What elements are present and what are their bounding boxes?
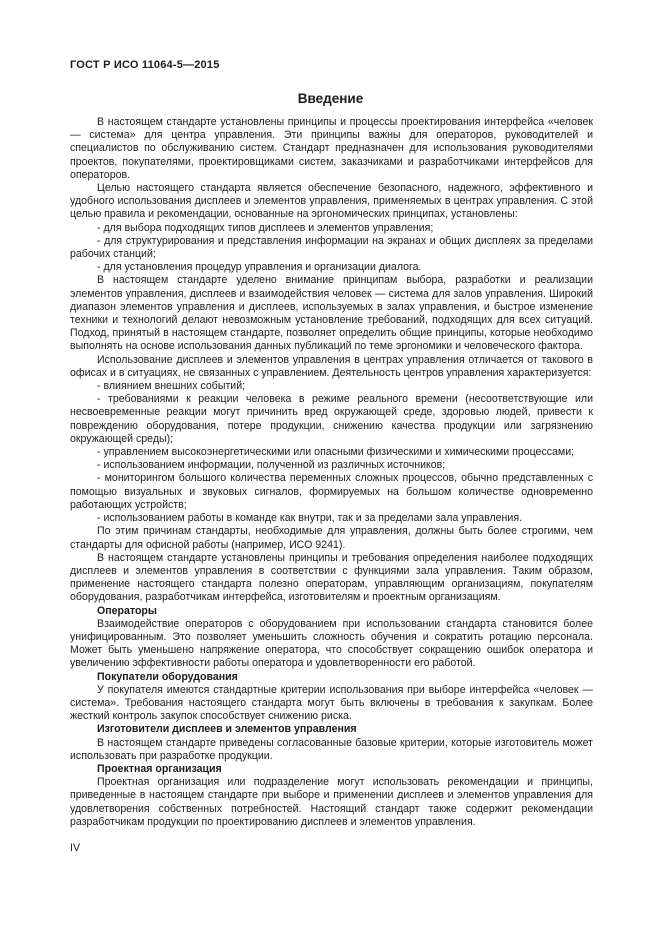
paragraph: У покупателя имеются стандартные критерии использования при выборе интерфейса «человек — система». Требования настоящего стандарта могут быть включены в требования к закупкам. Более жесткий контроль закупок способствует снижению риска. bbox=[70, 683, 593, 723]
paragraph: В настоящем стандарте установлены принципы и процессы проектирования интерфейса «человек — система» для центра управления. Эти принципы важны для операторов, руководителей и специалистов по обслуживанию систем. Стандарт предназначен для использования руководителями проектов, покупателями, проектировщиками систем, заказчиками и разработчиками интерфейсов для операторов. bbox=[70, 116, 593, 181]
subheading-manufacturers: Изготовители дисплеев и элементов управления bbox=[97, 723, 357, 736]
paragraph: В настоящем стандарте уделено внимание принципам выбора, разработки и реализации элементов управления, дисплеев и взаимодействия человек — система для залов управления. Широкий диапазон элементов управления и дисплеев, используемых в залах управления, и быстрое изменение техники и технологий делают невозможным установление требований, подходящих для всех ситуаций. Подход, принятый в настоящем стандарте, позволяет определить общие принципы, которые необходимо выполнять на основе использования данных публикаций по теме эргономики и человеческого фактора. bbox=[70, 274, 593, 353]
paragraph: В настоящем стандарте приведены согласованные базовые критерии, которые изготовитель может использовать при разработке продукции. bbox=[70, 736, 593, 762]
list-item: - управлением высокоэнергетическими или опасными физическими и химическими процессами; bbox=[97, 446, 575, 459]
paragraph: По этим причинам стандарты, необходимые для управления, должны быть более строгими, чем стандарты для офисной работы (например, ИСО 9241). bbox=[70, 525, 593, 551]
list-item: - использованием информации, полученной из различных источников; bbox=[97, 459, 446, 472]
document-code: ГОСТ Р ИСО 11064-5—2015 bbox=[70, 59, 220, 71]
paragraph: Взаимодействие операторов с оборудованием при использовании стандарта становится более унифицированным. Это позволяет уменьшить сложность обучения и сократить ротацию персонала. Может быть уменьшено напряжение оператора, что способствует сокращению ошибок оператора и увеличению эффективности работы оператора и удовлетворенности его работой. bbox=[70, 617, 593, 670]
document-body bbox=[70, 116, 593, 829]
list-item: - для структурирования и представления информации на экранах и общих дисплеях за пределами рабочих станций; bbox=[70, 234, 593, 261]
list-item: - мониторингом большого количества переменных сложных процессов, обычно представленных с помощью визуальных и звуковых сигналов, формируемых на большом количестве одновременно работающих устройств; bbox=[70, 472, 593, 511]
paragraph: Проектная организация или подразделение могут использовать рекомендации и принципы, приведенные в настоящем стандарте при выборе и применении дисплеев и элементов управления для удовлетворения собственных потребностей. Настоящий стандарт также содержит рекомендации разработчикам продукции по проектированию дисплеев и элементов управления. bbox=[70, 776, 593, 828]
list-item: - для установления процедур управления и организации диалога. bbox=[97, 261, 422, 274]
paragraph: В настоящем стандарте установлены принципы и требования определения наиболее подходящих дисплеев и элементов управления в соответствии с функциями зала управления. Таким образом, применение настоящего стандарта полезно операторам, управляющим организациям, покупателям оборудования, разработчикам интерфейса, изготовителям и проектным организациям. bbox=[70, 551, 593, 604]
page-number: IV bbox=[70, 842, 81, 854]
list-item: - требованиями к реакции человека в режиме реального времени (несоответствующие или несвоевременные реакции могут причинить вред окружающей среде, здоровью людей, привести к повреждению оборудования, потере продукции, снижению качества продукции или загрязнению окружающей среды); bbox=[70, 393, 593, 445]
list-item: - влиянием внешних событий; bbox=[97, 380, 246, 393]
paragraph: Использование дисплеев и элементов управления в центрах управления отличается от такового в офисах и в ситуациях, не связанных с управлением. Деятельность центров управления характеризуется: bbox=[70, 353, 593, 379]
list-item: - для выбора подходящих типов дисплеев и элементов управления; bbox=[97, 221, 434, 234]
paragraph: Целью настоящего стандарта является обеспечение безопасного, надежного, эффективного и удобного использования дисплеев и элементов управления, применяемых в центрах управления. С этой целью правила и рекомендации, основанные на эргономических принципах, установлены: bbox=[70, 182, 593, 221]
subheading-buyers: Покупатели оборудования bbox=[97, 670, 238, 683]
list-item: - использованием работы в команде как внутри, так и за пределами зала управления. bbox=[97, 512, 523, 525]
subheading-design-org: Проектная организация bbox=[97, 762, 222, 775]
subheading-operators: Операторы bbox=[97, 604, 157, 617]
page-title: Введение bbox=[297, 91, 364, 106]
